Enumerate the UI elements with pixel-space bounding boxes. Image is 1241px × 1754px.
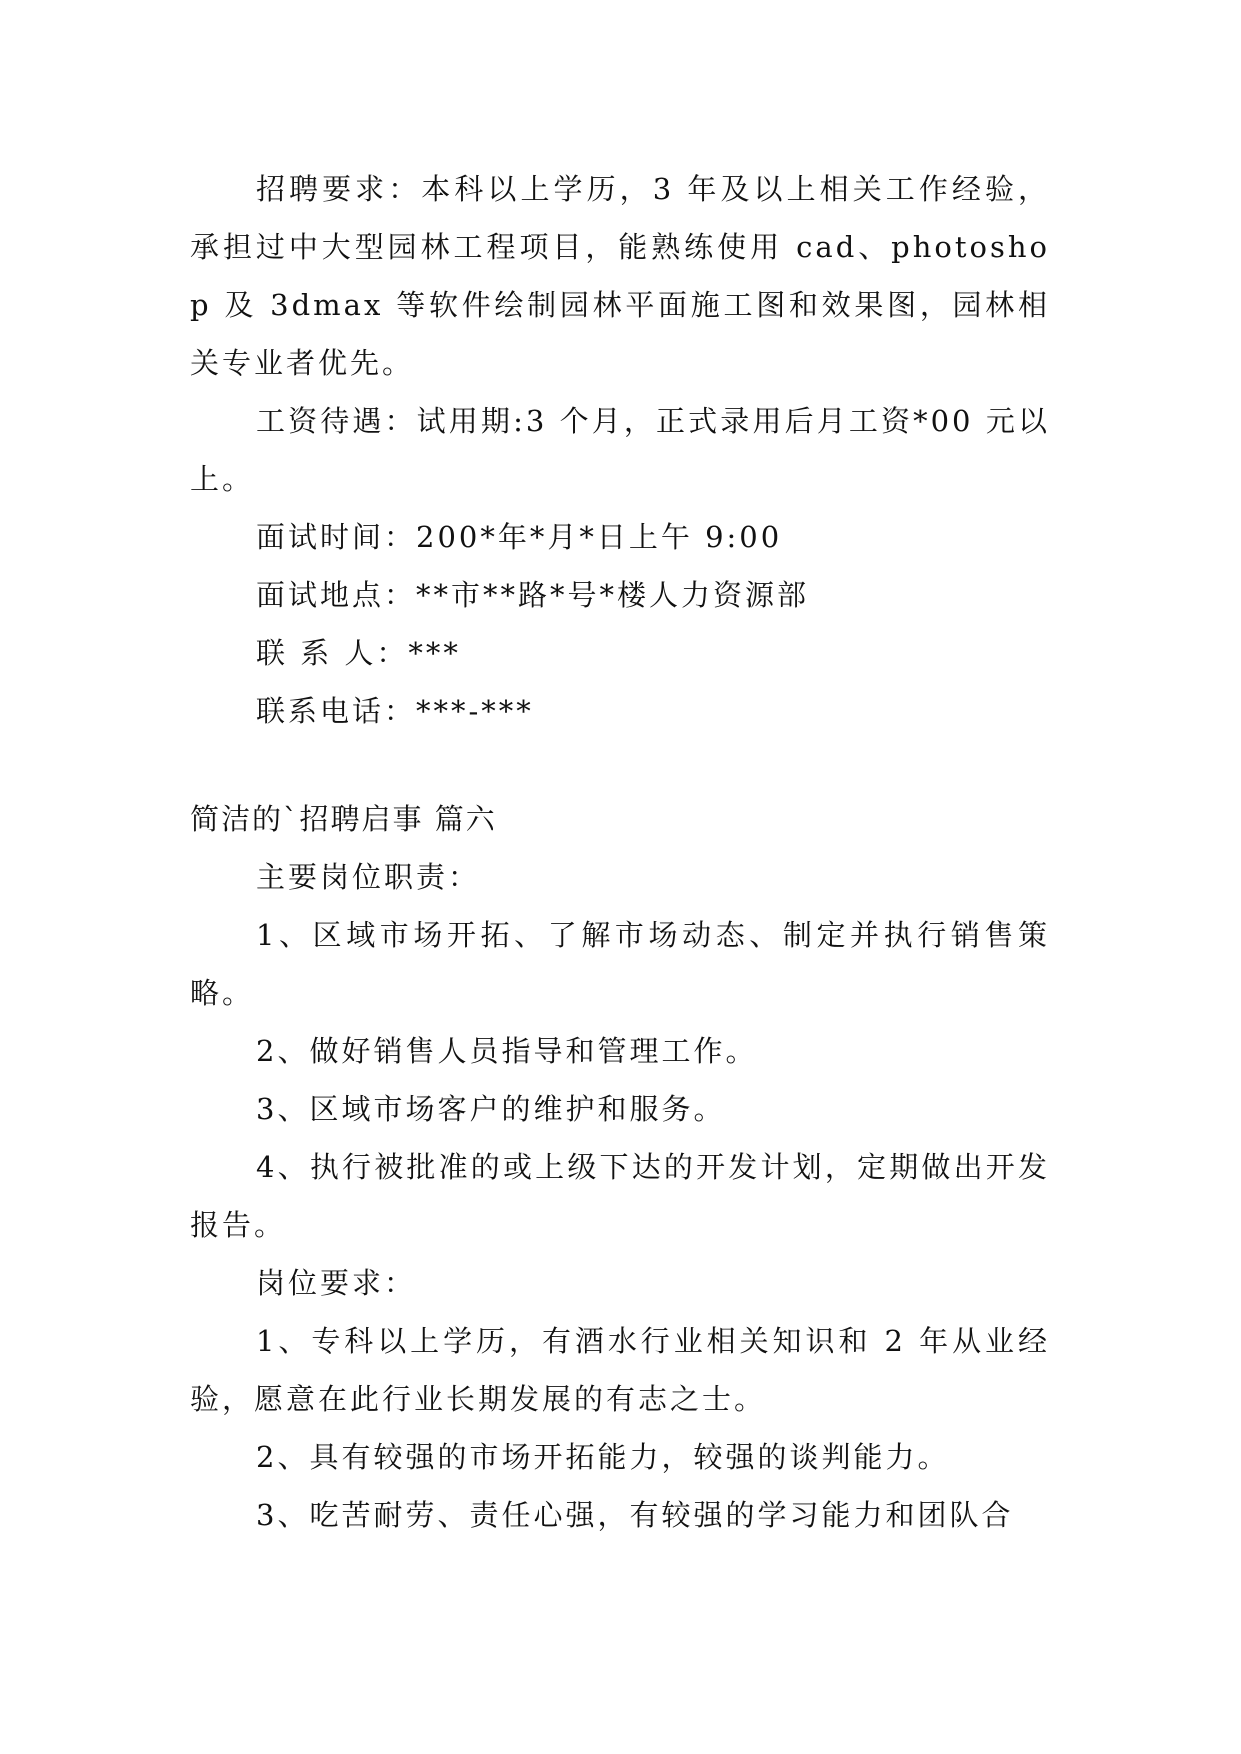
paragraph-contact-person: 联 系 人：*** xyxy=(256,636,461,670)
paragraph-contact-phone: 联系电话：***-*** xyxy=(256,694,534,728)
paragraph-interview-location: 面试地点：**市**路*号*楼人力资源部 xyxy=(256,578,810,612)
paragraph-interview-time: 面试时间：200*年*月*日上午 9:00 xyxy=(256,520,783,554)
paragraph-duty-3: 3、区域市场客户的维护和服务。 xyxy=(256,1092,726,1126)
paragraph-duty-1: 1、区域市场开拓、了解市场动态、制定并执行销售策略。 xyxy=(190,918,1050,1010)
paragraph-requirement-3: 3、吃苦耐劳、责任心强，有较强的学习能力和团队合 xyxy=(256,1498,1014,1532)
paragraph-duty-4: 4、执行被批准的或上级下达的开发计划，定期做出开发报告。 xyxy=(190,1150,1050,1242)
paragraph-requirements-title: 岗位要求： xyxy=(256,1266,417,1300)
paragraph-salary: 工资待遇：试用期:3 个月，正式录用后月工资*00 元以上。 xyxy=(190,404,1050,496)
paragraph-requirement-2: 2、具有较强的市场开拓能力，较强的谈判能力。 xyxy=(256,1440,950,1474)
paragraph-requirement-1: 1、专科以上学历，有酒水行业相关知识和 2 年从业经验，愿意在此行业长期发展的有志之士。 xyxy=(190,1324,1050,1416)
paragraph-duty-2: 2、做好销售人员指导和管理工作。 xyxy=(256,1034,758,1068)
section-heading: 简洁的`招聘启事 篇六 xyxy=(190,802,497,836)
paragraph-duties-title: 主要岗位职责： xyxy=(256,860,481,894)
document-body xyxy=(190,160,1050,1544)
paragraph-requirements: 招聘要求：本科以上学历，3 年及以上相关工作经验，承担过中大型园林工程项目，能熟练使用 cad、photoshop 及 3dmax 等软件绘制园林平面施工图和效果图，园林相关专业者优先。 xyxy=(190,172,1050,380)
